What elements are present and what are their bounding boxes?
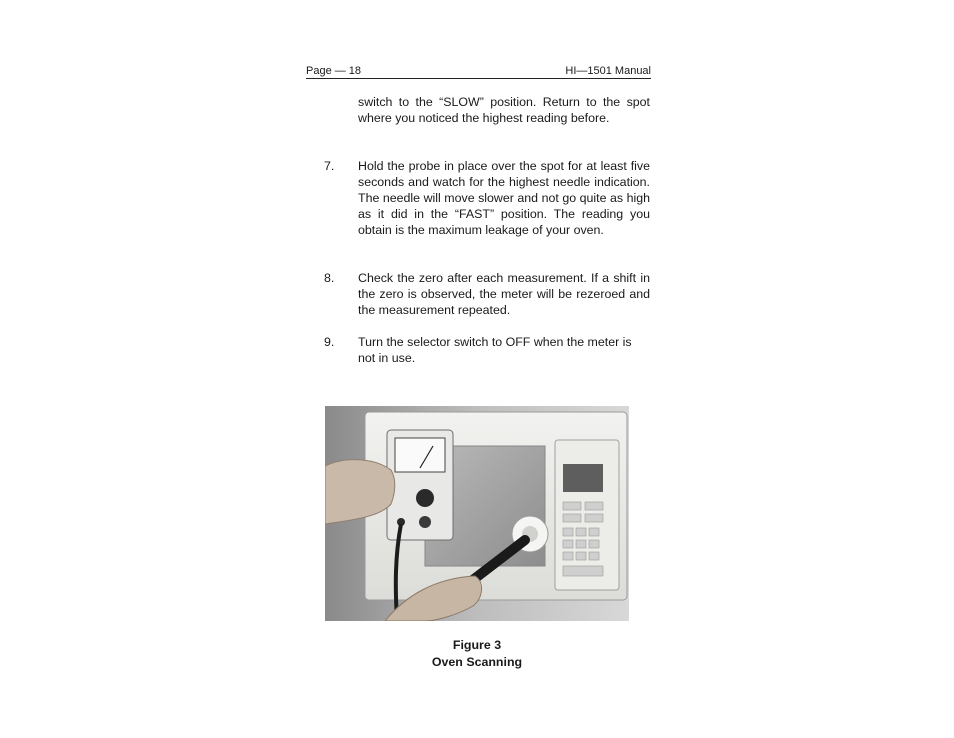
step-8-number: 8. bbox=[324, 271, 335, 285]
zero-knob bbox=[419, 516, 431, 528]
continuation-text: switch to the “SLOW” position. Return to the spot where you noticed the highest reading before. bbox=[358, 95, 650, 125]
step-9-number: 9. bbox=[324, 335, 335, 349]
display-panel bbox=[563, 464, 603, 492]
oven-scanning-photo bbox=[325, 406, 629, 621]
photo-illustration bbox=[325, 406, 629, 621]
figure-number: Figure 3 bbox=[452, 638, 502, 652]
step-9-text: Turn the selector switch to OFF when the meter is not in use. bbox=[358, 335, 632, 365]
page-header bbox=[306, 64, 651, 79]
selector-knob bbox=[416, 489, 434, 507]
step-7-text: Hold the probe in place over the spot for at least five seconds and watch for the highest needle indication. The needle will move slower and not go quite as high as it did in the “FAST” position. The reading you obtain is the maximum leakage of your oven. bbox=[358, 159, 650, 237]
step-7-number: 7. bbox=[324, 159, 335, 173]
manual-title: HI—1501 Manual bbox=[565, 65, 651, 77]
figure-title: Oven Scanning bbox=[431, 655, 523, 669]
page-number: Page — 18 bbox=[306, 65, 362, 77]
step-8-text: Check the zero after each measurement. If a shift in the zero is observed, the meter will be rezeroed and the measurement repeated. bbox=[358, 271, 650, 317]
